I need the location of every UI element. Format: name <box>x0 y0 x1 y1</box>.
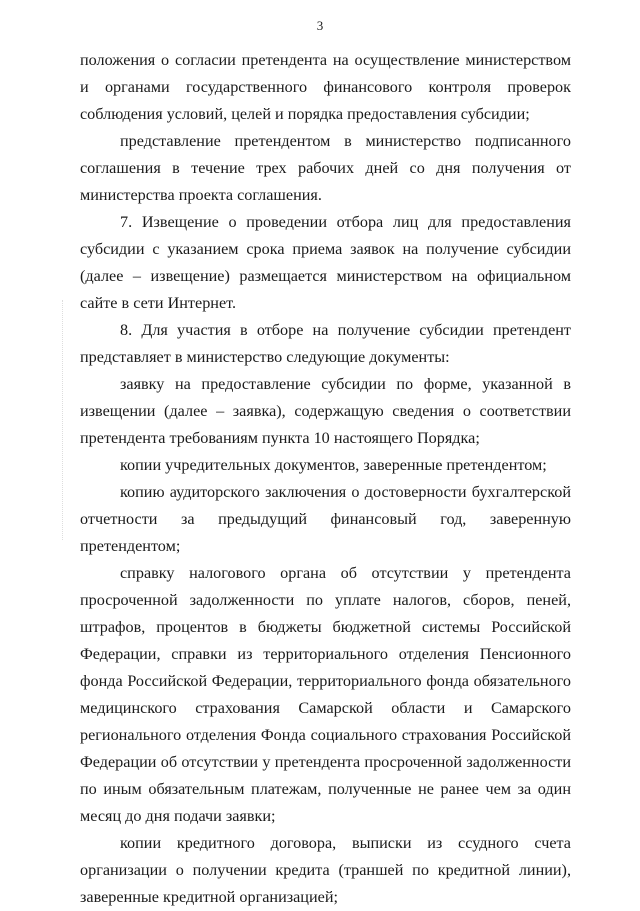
paragraph-tax-certificate: справку налогового органа об отсутствии у претендента просроченной задолженности по уплате налогов, сборов, пеней, штрафов, процентов в бюджеты бюджетной системы Российской Федерации, справки из территориального отделения Пенсионного фонда Российской Федерации, территориального фонда обязательного медицинского страхования Самарской области и Самарского регионального отделения Фонда социального страхования Российской Федерации об отсутствии у претендента просроченной задолженности по иным обязательным платежам, полученные не ранее чем за один месяц до дня подачи заявки; <box>80 564 571 825</box>
page-number: 3 <box>316 18 324 33</box>
paragraph-item-8-documents: 8. Для участия в отборе на получение субсидии претендент представляет в министерство следующие документы: <box>80 321 571 366</box>
scan-margin-artifact <box>62 300 73 540</box>
paragraph-consent-clause: положения о согласии претендента на осуществление министерством и органами государственного финансового контроля проверок соблюдения условий, целей и порядка предоставления субсидии; <box>80 51 571 123</box>
paragraph-founding-documents: копии учредительных документов, заверенные претендентом; <box>120 456 547 474</box>
paragraph-application: заявку на предоставление субсидии по форме, указанной в извещении (далее – заявка), содержащую сведения о соответствии претендента требованиям пункта 10 настоящего Порядка; <box>80 375 571 447</box>
paragraph-agreement-submission: представление претендентом в министерство подписанного соглашения в течение трех рабочих дней со дня получения от министерства проекта соглашения. <box>80 132 571 204</box>
document-body <box>80 47 571 911</box>
paragraph-item-7-notice: 7. Извещение о проведении отбора лиц для предоставления субсидии с указанием срока приема заявок на получение субсидии (далее – извещение) размещается министерством на официальном сайте в сети Интернет. <box>80 213 571 312</box>
paragraph-credit-agreement: копии кредитного договора, выписки из ссудного счета организации о получении кредита (траншей по кредитной линии), заверенные кредитной организацией; <box>80 834 571 906</box>
paragraph-audit-report: копию аудиторского заключения о достоверности бухгалтерской отчетности за предыдущий финансовый год, заверенную претендентом; <box>80 483 571 555</box>
